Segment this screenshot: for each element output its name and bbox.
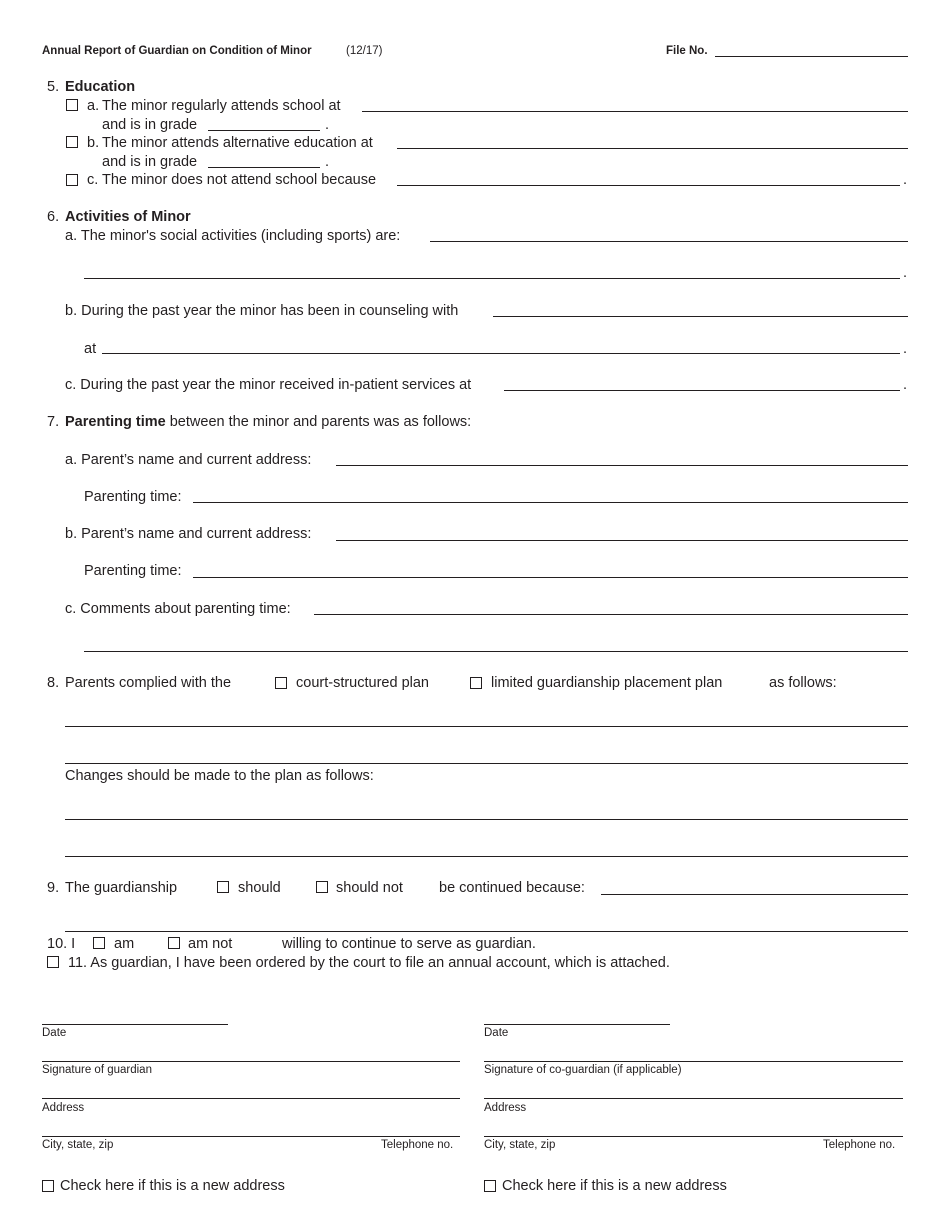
s5a-checkbox[interactable] xyxy=(66,99,78,111)
file-no-field[interactable] xyxy=(715,56,908,57)
s5a-school-field[interactable] xyxy=(362,111,908,112)
s10-am-checkbox[interactable] xyxy=(93,937,105,949)
right-address-field[interactable] xyxy=(484,1098,903,1099)
s6c-inpatient-field[interactable] xyxy=(504,390,900,391)
left-address-field[interactable] xyxy=(42,1098,460,1099)
s5c-text: The minor does not attend school because xyxy=(102,172,377,188)
s5a-letter: a. xyxy=(87,98,100,114)
right-city-label: City, state, zip xyxy=(484,1139,556,1151)
s10-am-label: am xyxy=(114,936,135,952)
s8-text: Parents complied with the xyxy=(65,675,232,691)
s5a-grade-label: and is in grade xyxy=(102,117,198,133)
s5-number: 5. xyxy=(47,79,60,95)
s10-am-not-checkbox[interactable] xyxy=(168,937,180,949)
left-phone-label: Telephone no. xyxy=(381,1139,454,1151)
s7a-parent-field[interactable] xyxy=(336,465,908,466)
s6-title: Activities of Minor xyxy=(65,209,191,225)
s8-number: 8. xyxy=(47,675,60,691)
s7b-text: b. Parent’s name and current address: xyxy=(65,526,312,542)
s5b-text: The minor attends alternative education at xyxy=(102,135,373,151)
s8-compliance-field-1[interactable] xyxy=(65,726,908,727)
s5b-period: . xyxy=(325,154,330,170)
right-signature-label: Signature of co-guardian (if applicable) xyxy=(484,1064,682,1076)
s7a-time-field[interactable] xyxy=(193,502,908,503)
right-new-address-label: Check here if this is a new address xyxy=(502,1178,727,1194)
s6a-activities-field-2[interactable] xyxy=(84,278,900,279)
file-no-label: File No. xyxy=(666,45,708,57)
s7-title xyxy=(65,414,471,431)
s5c-letter: c. xyxy=(87,172,99,188)
s5-title: Education xyxy=(65,79,136,95)
left-signature-label: Signature of guardian xyxy=(42,1064,152,1076)
s6b-at-label: at xyxy=(84,341,97,357)
s9-should-label: should xyxy=(238,880,281,896)
s11-checkbox[interactable] xyxy=(47,956,59,968)
right-address-label: Address xyxy=(484,1102,527,1114)
s8-limited-placement-checkbox[interactable] xyxy=(470,677,482,689)
s6b-counselor-field[interactable] xyxy=(493,316,908,317)
s9-reason-field-2[interactable] xyxy=(65,931,908,932)
s8-limited-placement-label: limited guardianship placement plan xyxy=(491,675,723,691)
s6b-location-field[interactable] xyxy=(102,353,900,354)
s6-number: 6. xyxy=(47,209,60,225)
s7b-parent-field[interactable] xyxy=(336,540,908,541)
left-date-field[interactable] xyxy=(42,1024,228,1025)
s5c-checkbox[interactable] xyxy=(66,174,78,186)
s5c-period: . xyxy=(903,172,908,188)
s11-text: 11. As guardian, I have been ordered by the court to file an annual account, which is attached. xyxy=(68,955,670,971)
s7b-time-label: Parenting time: xyxy=(84,563,182,579)
s8-compliance-field-2[interactable] xyxy=(65,763,908,764)
s9-should-not-checkbox[interactable] xyxy=(316,881,328,893)
left-new-address-label: Check here if this is a new address xyxy=(60,1178,285,1194)
s8-court-structured-checkbox[interactable] xyxy=(275,677,287,689)
s9-number: 9. xyxy=(47,880,60,896)
s8-changes-field-1[interactable] xyxy=(65,819,908,820)
s7c-comments-field-2[interactable] xyxy=(84,651,908,652)
left-address-label: Address xyxy=(42,1102,85,1114)
s6b-text: b. During the past year the minor has been in counseling with xyxy=(65,303,459,319)
s6c-period: . xyxy=(903,377,908,393)
left-new-address-checkbox[interactable] xyxy=(42,1180,54,1192)
s6c-text: c. During the past year the minor received in-patient services at xyxy=(65,377,472,393)
s8-tail: as follows: xyxy=(769,675,837,691)
s7a-time-label: Parenting time: xyxy=(84,489,182,505)
s10-tail: willing to continue to serve as guardian. xyxy=(282,936,536,952)
s6b-period: . xyxy=(903,341,908,357)
s5b-alt-education-field[interactable] xyxy=(397,148,908,149)
s5b-grade-label: and is in grade xyxy=(102,154,198,170)
s5c-reason-field[interactable] xyxy=(397,185,900,186)
left-city-label: City, state, zip xyxy=(42,1139,114,1151)
left-date-label: Date xyxy=(42,1027,67,1039)
s5b-letter: b. xyxy=(87,135,100,151)
s7a-text: a. Parent’s name and current address: xyxy=(65,452,312,468)
s6a-activities-field-1[interactable] xyxy=(430,241,908,242)
s5a-period: . xyxy=(325,117,330,133)
s5b-grade-field[interactable] xyxy=(208,167,320,168)
s7-number: 7. xyxy=(47,414,60,430)
s10-number: 10. I xyxy=(47,936,76,952)
s7-title-rest: between the minor and parents was as follows: xyxy=(165,414,472,430)
s9-text: The guardianship xyxy=(65,880,178,896)
form-revision: (12/17) xyxy=(346,45,383,57)
s6a-text: a. The minor's social activities (including sports) are: xyxy=(65,228,401,244)
s9-reason-field-1[interactable] xyxy=(601,894,908,895)
right-phone-label: Telephone no. xyxy=(823,1139,896,1151)
s7c-comments-field-1[interactable] xyxy=(314,614,908,615)
right-date-field[interactable] xyxy=(484,1024,670,1025)
s6a-period: . xyxy=(903,265,908,281)
s5a-grade-field[interactable] xyxy=(208,130,320,131)
s9-should-not-label: should not xyxy=(336,880,403,896)
s7b-time-field[interactable] xyxy=(193,577,908,578)
s8-changes-label: Changes should be made to the plan as follows: xyxy=(65,768,374,784)
s9-should-checkbox[interactable] xyxy=(217,881,229,893)
s7c-text: c. Comments about parenting time: xyxy=(65,601,291,617)
form-title: Annual Report of Guardian on Condition of Minor xyxy=(42,45,312,57)
s9-tail: be continued because: xyxy=(439,880,585,896)
s10-am-not-label: am not xyxy=(188,936,233,952)
s8-court-structured-label: court-structured plan xyxy=(296,675,429,691)
s7-title-bold: Parenting time xyxy=(65,414,166,430)
s8-changes-field-2[interactable] xyxy=(65,856,908,857)
right-date-label: Date xyxy=(484,1027,509,1039)
s5a-text: The minor regularly attends school at xyxy=(102,98,341,114)
right-new-address-checkbox[interactable] xyxy=(484,1180,496,1192)
s5b-checkbox[interactable] xyxy=(66,136,78,148)
